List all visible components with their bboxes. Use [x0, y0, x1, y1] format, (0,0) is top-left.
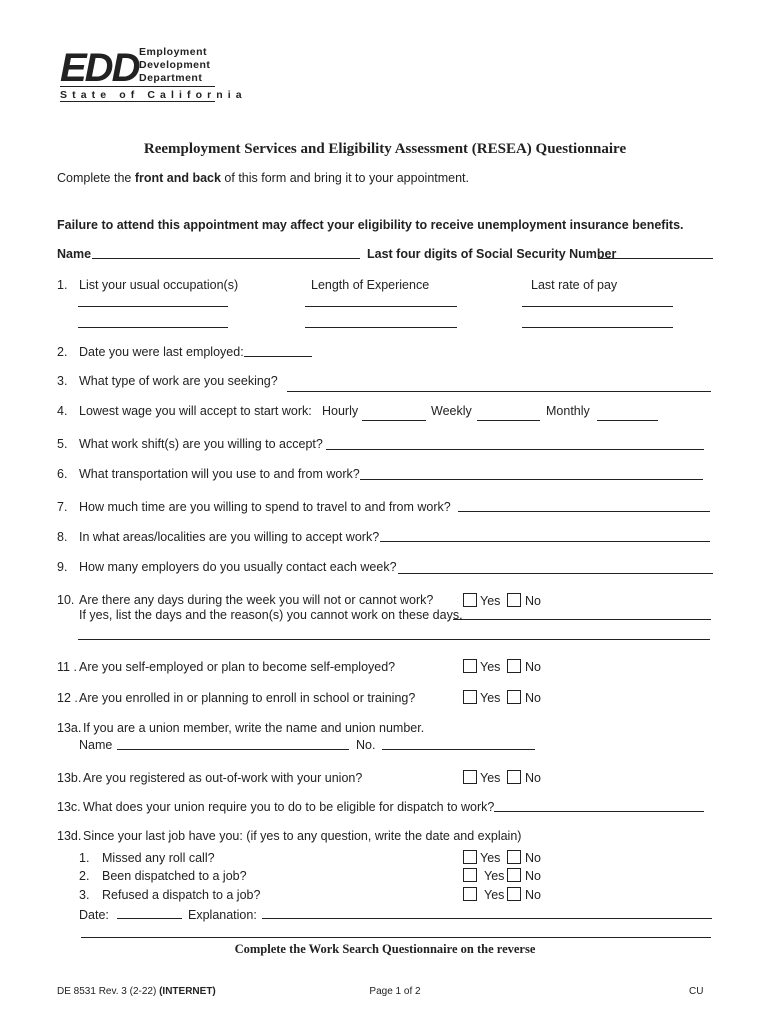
q12-text: Are you enrolled in or planning to enroll in school or training?	[79, 691, 416, 705]
q13a-union-name-field[interactable]	[117, 749, 349, 750]
q13b-no-label: No	[525, 771, 541, 785]
q9-text: How many employers do you usually contact each week?	[79, 560, 397, 574]
q13d-date-label: Date:	[79, 908, 109, 922]
q4-weekly-field[interactable]	[477, 420, 540, 421]
logo-divider	[60, 86, 215, 87]
q1-experience-field-2[interactable]	[305, 327, 457, 328]
q7-field[interactable]	[458, 511, 710, 512]
intro-pre: Complete the	[57, 171, 135, 185]
q12-no-checkbox[interactable]	[507, 690, 521, 704]
q10-text: Are there any days during the week you will not or cannot work?	[79, 593, 434, 607]
q1-rate-field-2[interactable]	[522, 327, 673, 328]
q10-no-label: No	[525, 594, 541, 608]
q6-text: What transportation will you use to and from work?	[79, 467, 360, 481]
q3-number: 3.	[57, 374, 68, 388]
q13a-union-number-field[interactable]	[382, 749, 535, 750]
q9-field[interactable]	[398, 573, 713, 574]
q13d-1-yes-checkbox[interactable]	[463, 850, 477, 864]
q1-experience-field-1[interactable]	[305, 306, 457, 307]
footer-form-number: DE 8531 Rev. 3 (2-22)	[57, 986, 157, 997]
q13c-field[interactable]	[494, 811, 704, 812]
q10-reason-field-2[interactable]	[78, 639, 710, 640]
q13d-3-no-checkbox[interactable]	[507, 887, 521, 901]
q8-number: 8.	[57, 530, 68, 544]
attendance-warning: Failure to attend this appointment may affect your eligibility to receive unemployment insurance benefits.	[57, 218, 684, 232]
q5-text: What work shift(s) are you willing to accept?	[79, 437, 323, 451]
q10-number: 10.	[57, 593, 75, 607]
q6-field[interactable]	[360, 479, 703, 480]
logo-state: State of California	[60, 89, 247, 101]
logo-line-development: Development	[139, 59, 211, 71]
q13d-3-yes-checkbox[interactable]	[463, 887, 477, 901]
q11-no-label: No	[525, 660, 541, 674]
q13b-text: Are you registered as out-of-work with your union?	[83, 771, 363, 785]
logo-letters: EDD	[60, 46, 139, 90]
q12-no-label: No	[525, 691, 541, 705]
q1-rate-header: Last rate of pay	[531, 278, 618, 292]
logo-line-department: Department	[139, 72, 203, 84]
q13a-text: If you are a union member, write the name and union number.	[83, 721, 425, 735]
q13d-date-field[interactable]	[117, 918, 182, 919]
q13d-explanation-field-1[interactable]	[262, 918, 712, 919]
q4-monthly-label: Monthly	[546, 404, 590, 418]
q13b-yes-checkbox[interactable]	[463, 770, 477, 784]
logo-divider-bottom	[60, 101, 215, 102]
q4-hourly-label: Hourly	[322, 404, 359, 418]
name-label: Name	[57, 247, 92, 261]
q13b-no-checkbox[interactable]	[507, 770, 521, 784]
q10-reason-field-1[interactable]	[453, 619, 711, 620]
q13a-name-label: Name	[79, 738, 113, 752]
q13d-3-yes-label: Yes	[484, 888, 505, 902]
q12-yes-checkbox[interactable]	[463, 690, 477, 704]
q7-number: 7.	[57, 500, 68, 514]
q13d-2-yes-label: Yes	[484, 869, 505, 883]
q1-rate-field-1[interactable]	[522, 306, 673, 307]
q4-text: Lowest wage you will accept to start work:	[79, 404, 312, 418]
name-field[interactable]	[92, 258, 360, 259]
q13d-item-1-text: Missed any roll call?	[102, 851, 215, 865]
intro-bold: front and back	[134, 171, 221, 185]
q5-field[interactable]	[326, 449, 704, 450]
q13d-text: Since your last job have you: (if yes to any question, write the date and explain)	[83, 829, 522, 843]
q11-number: 11 .	[57, 660, 77, 674]
q1-text: List your usual occupation(s)	[79, 278, 239, 292]
q4-number: 4.	[57, 404, 68, 418]
q13d-item-2-number: 2.	[79, 869, 90, 883]
q1-experience-header: Length of Experience	[311, 278, 430, 292]
reverse-note: Complete the Work Search Questionnaire on the reverse	[234, 942, 536, 956]
q13a-number-label: No.	[356, 738, 376, 752]
q13d-1-no-checkbox[interactable]	[507, 850, 521, 864]
q10-yes-label: Yes	[480, 594, 501, 608]
q1-occupation-field-2[interactable]	[78, 327, 228, 328]
intro-post: of this form and bring it to your appointment.	[220, 171, 469, 185]
q13d-explanation-label: Explanation:	[188, 908, 257, 922]
q1-occupation-field-1[interactable]	[78, 306, 228, 307]
q13d-2-yes-checkbox[interactable]	[463, 868, 477, 882]
form-intro	[57, 171, 469, 186]
q7-text: How much time are you willing to spend to travel to and from work?	[79, 500, 451, 514]
ssn-field[interactable]	[598, 258, 713, 259]
q4-hourly-field[interactable]	[362, 420, 426, 421]
q4-weekly-label: Weekly	[431, 404, 472, 418]
q13d-2-no-label: No	[525, 869, 541, 883]
q13d-explanation-field-2[interactable]	[81, 937, 711, 938]
q2-number: 2.	[57, 345, 68, 359]
q11-text: Are you self-employed or plan to become self-employed?	[79, 660, 396, 674]
q9-number: 9.	[57, 560, 68, 574]
q13d-1-yes-label: Yes	[480, 851, 501, 865]
q2-field[interactable]	[244, 356, 312, 357]
q13d-3-no-label: No	[525, 888, 541, 902]
q8-field[interactable]	[380, 541, 710, 542]
q13b-number: 13b.	[57, 771, 82, 785]
q13d-item-3-number: 3.	[79, 888, 90, 902]
q11-yes-checkbox[interactable]	[463, 659, 477, 673]
q10-no-checkbox[interactable]	[507, 593, 521, 607]
q13d-item-2-text: Been dispatched to a job?	[102, 869, 247, 883]
q13d-1-no-label: No	[525, 851, 541, 865]
q13d-item-3-text: Refused a dispatch to a job?	[102, 888, 261, 902]
ssn-label: Last four digits of Social Security Number	[367, 247, 617, 261]
q13a-number: 13a.	[57, 721, 82, 735]
footer-internet: (INTERNET)	[159, 986, 216, 997]
q8-text: In what areas/localities are you willing to accept work?	[79, 530, 380, 544]
q13c-text: What does your union require you to do to be eligible for dispatch to work?	[83, 800, 495, 814]
q1-number: 1.	[57, 278, 68, 292]
q12-number: 12 .	[57, 691, 78, 705]
q12-yes-label: Yes	[480, 691, 501, 705]
q10-sub-text: If yes, list the days and the reason(s) you cannot work on these days.	[79, 608, 463, 622]
footer-page: Page 1 of 2	[369, 986, 421, 997]
q13d-2-no-checkbox[interactable]	[507, 868, 521, 882]
q13b-yes-label: Yes	[480, 771, 501, 785]
q13c-number: 13c.	[57, 800, 81, 814]
q10-yes-checkbox[interactable]	[463, 593, 477, 607]
q11-yes-label: Yes	[480, 660, 501, 674]
logo-line-employment: Employment	[139, 46, 208, 58]
q3-field[interactable]	[287, 391, 711, 392]
q4-monthly-field[interactable]	[597, 420, 658, 421]
footer-code: CU	[689, 986, 704, 997]
q13d-item-1-number: 1.	[79, 851, 90, 865]
q11-no-checkbox[interactable]	[507, 659, 521, 673]
q3-text: What type of work are you seeking?	[79, 374, 278, 388]
q6-number: 6.	[57, 467, 68, 481]
q2-text: Date you were last employed:	[79, 345, 244, 359]
form-title: Reemployment Services and Eligibility Assessment (RESEA) Questionnaire	[143, 141, 627, 157]
q5-number: 5.	[57, 437, 68, 451]
q13d-number: 13d.	[57, 829, 82, 843]
